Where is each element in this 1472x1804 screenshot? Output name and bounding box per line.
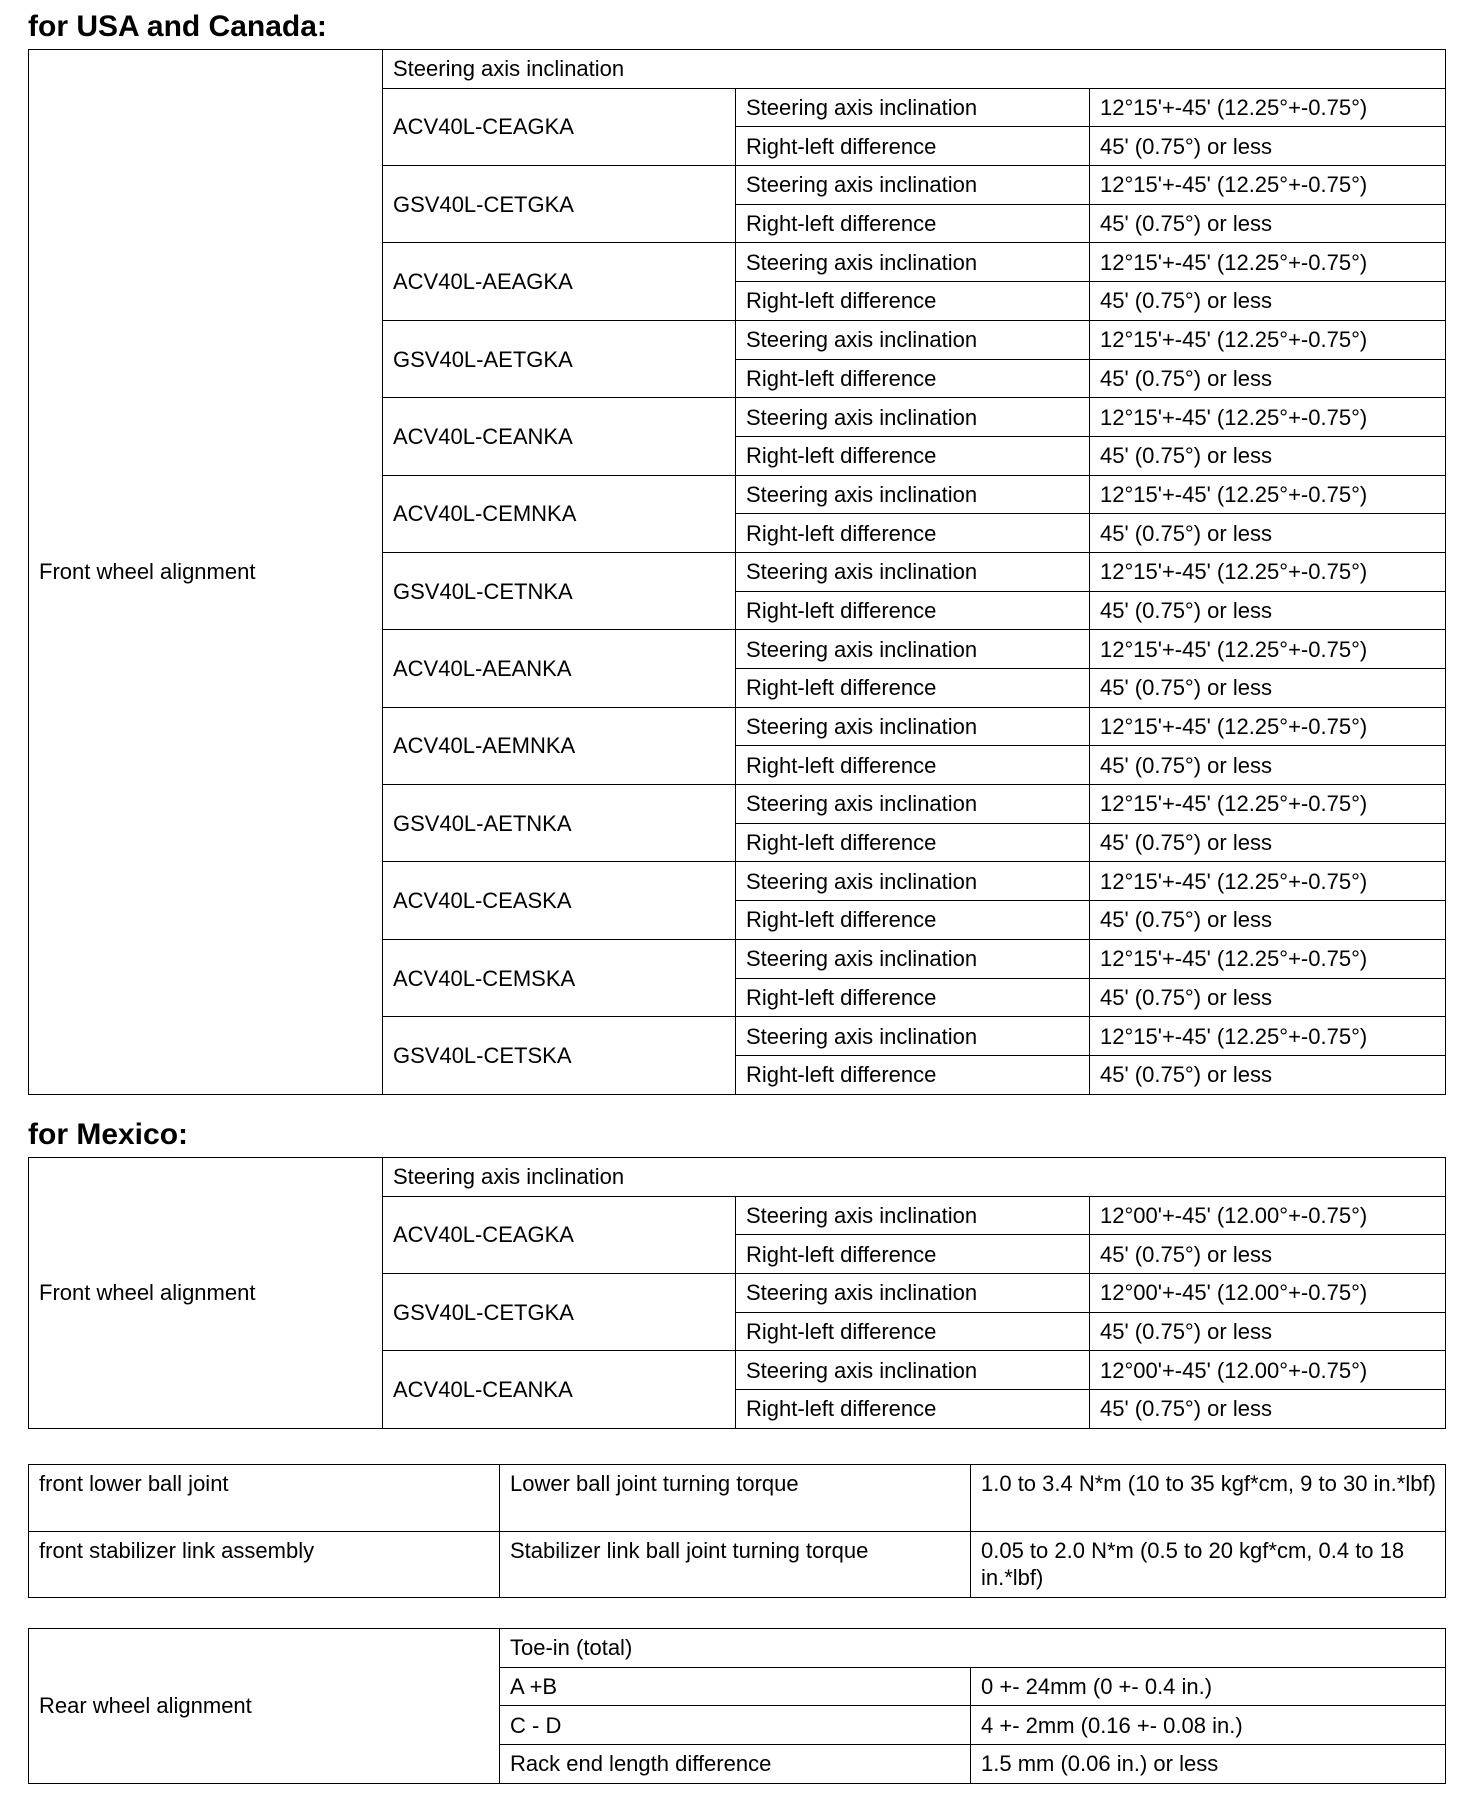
group-label-cell: Front wheel alignment bbox=[29, 1158, 383, 1429]
item-cell: Steering axis inclination bbox=[736, 398, 1090, 437]
value-cell: 45' (0.75°) or less bbox=[1090, 1055, 1446, 1094]
model-cell: ACV40L-CEANKA bbox=[383, 398, 736, 475]
value-cell: 12°15'+-45' (12.25°+-0.75°) bbox=[1090, 166, 1446, 205]
item-cell: Lower ball joint turning torque bbox=[500, 1465, 971, 1532]
item-cell: Right-left difference bbox=[736, 436, 1090, 475]
item-cell: Right-left difference bbox=[736, 127, 1090, 166]
value-cell: 12°15'+-45' (12.25°+-0.75°) bbox=[1090, 243, 1446, 282]
model-cell: ACV40L-AEAGKA bbox=[383, 243, 736, 320]
item-cell: Right-left difference bbox=[736, 282, 1090, 321]
item-cell: Steering axis inclination bbox=[736, 939, 1090, 978]
item-cell: Right-left difference bbox=[736, 514, 1090, 553]
ball-joint-table bbox=[28, 1464, 1446, 1598]
model-cell: ACV40L-CEMSKA bbox=[383, 939, 736, 1016]
item-cell: Steering axis inclination bbox=[736, 166, 1090, 205]
value-cell: 45' (0.75°) or less bbox=[1090, 823, 1446, 862]
model-cell: GSV40L-AETGKA bbox=[383, 320, 736, 397]
value-cell: 4 +- 2mm (0.16 +- 0.08 in.) bbox=[971, 1706, 1446, 1745]
model-cell: ACV40L-CEASKA bbox=[383, 862, 736, 939]
value-cell: 45' (0.75°) or less bbox=[1090, 591, 1446, 630]
value-cell: 12°15'+-45' (12.25°+-0.75°) bbox=[1090, 939, 1446, 978]
item-cell: Right-left difference bbox=[736, 591, 1090, 630]
model-cell: ACV40L-CEAGKA bbox=[383, 1196, 736, 1273]
value-cell: 45' (0.75°) or less bbox=[1090, 204, 1446, 243]
value-cell: 0.05 to 2.0 N*m (0.5 to 20 kgf*cm, 0.4 to 18 in.*lbf) bbox=[971, 1531, 1446, 1598]
value-cell: 45' (0.75°) or less bbox=[1090, 1312, 1446, 1351]
value-cell: 12°15'+-45' (12.25°+-0.75°) bbox=[1090, 320, 1446, 359]
model-cell: ACV40L-AEMNKA bbox=[383, 707, 736, 784]
item-cell: Steering axis inclination bbox=[736, 785, 1090, 824]
usa-canada-heading: for USA and Canada: bbox=[28, 10, 327, 43]
item-cell: C - D bbox=[500, 1706, 971, 1745]
item-cell: Stabilizer link ball joint turning torque bbox=[500, 1531, 971, 1598]
item-cell: Steering axis inclination bbox=[736, 630, 1090, 669]
model-cell: ACV40L-CEANKA bbox=[383, 1351, 736, 1428]
group-label-cell: Front wheel alignment bbox=[29, 50, 383, 1095]
item-cell: Right-left difference bbox=[736, 1235, 1090, 1274]
item-cell: Right-left difference bbox=[736, 1055, 1090, 1094]
item-cell: Steering axis inclination bbox=[736, 1274, 1090, 1313]
value-cell: 45' (0.75°) or less bbox=[1090, 282, 1446, 321]
item-cell: Steering axis inclination bbox=[736, 1196, 1090, 1235]
header-cell: Toe-in (total) bbox=[500, 1629, 1446, 1668]
item-cell: Right-left difference bbox=[736, 901, 1090, 940]
value-cell: 45' (0.75°) or less bbox=[1090, 127, 1446, 166]
value-cell: 45' (0.75°) or less bbox=[1090, 1235, 1446, 1274]
value-cell: 45' (0.75°) or less bbox=[1090, 436, 1446, 475]
value-cell: 12°00'+-45' (12.00°+-0.75°) bbox=[1090, 1196, 1446, 1235]
value-cell: 45' (0.75°) or less bbox=[1090, 1390, 1446, 1429]
value-cell: 0 +- 24mm (0 +- 0.4 in.) bbox=[971, 1667, 1446, 1706]
value-cell: 45' (0.75°) or less bbox=[1090, 978, 1446, 1017]
value-cell: 1.5 mm (0.06 in.) or less bbox=[971, 1745, 1446, 1784]
item-cell: Steering axis inclination bbox=[736, 320, 1090, 359]
item-cell: Right-left difference bbox=[736, 359, 1090, 398]
value-cell: 12°15'+-45' (12.25°+-0.75°) bbox=[1090, 1017, 1446, 1056]
item-cell: Right-left difference bbox=[736, 204, 1090, 243]
item-cell: Right-left difference bbox=[736, 1390, 1090, 1429]
item-cell: Steering axis inclination bbox=[736, 707, 1090, 746]
item-cell: Steering axis inclination bbox=[736, 1351, 1090, 1390]
value-cell: 12°15'+-45' (12.25°+-0.75°) bbox=[1090, 552, 1446, 591]
value-cell: 12°15'+-45' (12.25°+-0.75°) bbox=[1090, 785, 1446, 824]
model-cell: ACV40L-CEMNKA bbox=[383, 475, 736, 552]
item-cell: Right-left difference bbox=[736, 746, 1090, 785]
value-cell: 45' (0.75°) or less bbox=[1090, 669, 1446, 708]
value-cell: 12°00'+-45' (12.00°+-0.75°) bbox=[1090, 1274, 1446, 1313]
model-cell: ACV40L-AEANKA bbox=[383, 630, 736, 707]
table-row bbox=[29, 1531, 1446, 1598]
value-cell: 45' (0.75°) or less bbox=[1090, 746, 1446, 785]
item-cell: Steering axis inclination bbox=[736, 88, 1090, 127]
table-row bbox=[29, 1158, 1446, 1197]
mexico-heading: for Mexico: bbox=[28, 1118, 189, 1151]
item-cell: A +B bbox=[500, 1667, 971, 1706]
table-row bbox=[29, 50, 1446, 89]
item-cell: Steering axis inclination bbox=[736, 862, 1090, 901]
value-cell: 45' (0.75°) or less bbox=[1090, 901, 1446, 940]
part-cell: front lower ball joint bbox=[29, 1465, 500, 1532]
item-cell: Steering axis inclination bbox=[736, 552, 1090, 591]
model-cell: GSV40L-CETGKA bbox=[383, 1274, 736, 1351]
item-cell: Right-left difference bbox=[736, 669, 1090, 708]
value-cell: 12°15'+-45' (12.25°+-0.75°) bbox=[1090, 862, 1446, 901]
model-cell: GSV40L-CETGKA bbox=[383, 166, 736, 243]
value-cell: 12°15'+-45' (12.25°+-0.75°) bbox=[1090, 88, 1446, 127]
item-cell: Rack end length difference bbox=[500, 1745, 971, 1784]
item-cell: Right-left difference bbox=[736, 1312, 1090, 1351]
model-cell: GSV40L-AETNKA bbox=[383, 785, 736, 862]
header-cell: Steering axis inclination bbox=[383, 50, 1446, 89]
mexico-alignment-table bbox=[28, 1157, 1446, 1429]
model-cell: ACV40L-CEAGKA bbox=[383, 88, 736, 165]
header-cell: Steering axis inclination bbox=[383, 1158, 1446, 1197]
rear-alignment-table bbox=[28, 1628, 1446, 1784]
item-cell: Steering axis inclination bbox=[736, 243, 1090, 282]
value-cell: 12°15'+-45' (12.25°+-0.75°) bbox=[1090, 475, 1446, 514]
value-cell: 12°15'+-45' (12.25°+-0.75°) bbox=[1090, 630, 1446, 669]
value-cell: 1.0 to 3.4 N*m (10 to 35 kgf*cm, 9 to 30 in.*lbf) bbox=[971, 1465, 1446, 1532]
item-cell: Steering axis inclination bbox=[736, 1017, 1090, 1056]
item-cell: Right-left difference bbox=[736, 978, 1090, 1017]
part-cell: front stabilizer link assembly bbox=[29, 1531, 500, 1598]
usa-canada-alignment-table bbox=[28, 49, 1446, 1095]
item-cell: Right-left difference bbox=[736, 823, 1090, 862]
table-row bbox=[29, 1629, 1446, 1668]
model-cell: GSV40L-CETSKA bbox=[383, 1017, 736, 1094]
group-label-cell: Rear wheel alignment bbox=[29, 1629, 500, 1784]
value-cell: 12°00'+-45' (12.00°+-0.75°) bbox=[1090, 1351, 1446, 1390]
item-cell: Steering axis inclination bbox=[736, 475, 1090, 514]
value-cell: 45' (0.75°) or less bbox=[1090, 514, 1446, 553]
value-cell: 12°15'+-45' (12.25°+-0.75°) bbox=[1090, 398, 1446, 437]
value-cell: 45' (0.75°) or less bbox=[1090, 359, 1446, 398]
model-cell: GSV40L-CETNKA bbox=[383, 552, 736, 629]
value-cell: 12°15'+-45' (12.25°+-0.75°) bbox=[1090, 707, 1446, 746]
table-row bbox=[29, 1465, 1446, 1532]
